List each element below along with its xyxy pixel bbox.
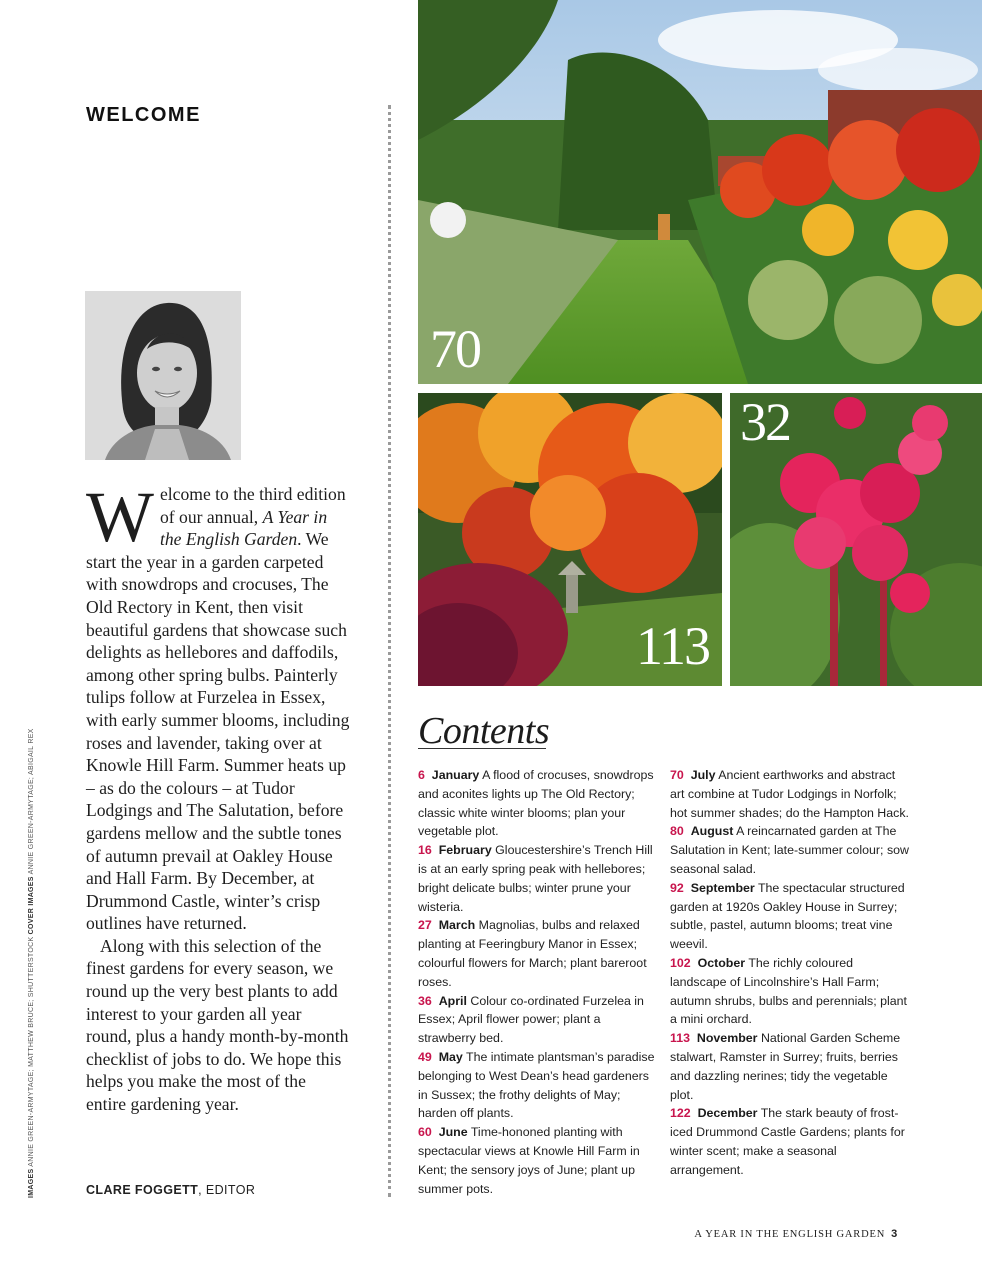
entry-month: May: [438, 1049, 463, 1064]
welcome-paragraph-1: [86, 477, 350, 935]
welcome-letter: [86, 477, 350, 1116]
entry-month: March: [438, 918, 476, 933]
contents-entry[interactable]: [670, 1029, 910, 1104]
contents-entry[interactable]: [418, 1123, 656, 1198]
drop-cap: W: [86, 477, 154, 557]
credits-images-text: ANNIE GREEN-ARMYTAGE; MATTHEW BRUCE; SHUTTERSTOCK: [28, 934, 35, 1169]
entry-page: 36: [418, 993, 432, 1008]
contents-entry[interactable]: [670, 1104, 910, 1179]
contents-title: Contents: [418, 710, 550, 752]
entry-month: February: [438, 843, 492, 858]
contents-entry[interactable]: [670, 766, 910, 822]
welcome-heading: WELCOME: [86, 104, 201, 126]
contents-entry[interactable]: [670, 822, 910, 878]
welcome-paragraph-2: Along with this selection of the finest gardens for every season, we round up the very best plants to add interest to your garden all year round, plus a handy month-by-month checklist of jobs to do. We hope this helps you make the most of the entire gardening year.: [86, 935, 349, 1115]
entry-month: October: [697, 955, 746, 970]
entry-page: 70: [670, 768, 684, 782]
entry-text: The spectacular structured garden at 1920s Oakley House in Surrey; subtle, pastel, autumn blooms; treat vine weevil.: [670, 880, 905, 952]
entry-month: August: [690, 824, 734, 839]
contents-column-left: [418, 766, 656, 1198]
entry-text: Time-hononed planting with spectacular views at Knowle Hill Farm in Kent; the sensory joys of June; plant up summer pots.: [418, 1125, 640, 1196]
photo-page-number-32: 32: [740, 393, 790, 452]
entry-text: Gloucestershire’s Trench Hill is at an early spring peak with hellebores; bright delicate bulbs; winter prune your wisteria.: [418, 843, 653, 914]
magazine-title-italic: A Year in the English Garden: [159, 506, 328, 550]
entry-month: January: [431, 768, 480, 782]
contents-entry[interactable]: [670, 879, 910, 954]
credits-images-label: IMAGES: [28, 1168, 35, 1198]
entry-text: A reincarnated garden at The Salutation in Kent; late-summer colour; sow seasonal salad.: [670, 824, 909, 876]
entry-month: July: [690, 768, 716, 782]
entry-month: December: [697, 1106, 758, 1121]
entry-month: November: [696, 1031, 758, 1046]
column-divider: [388, 105, 391, 1197]
editor-portrait: [85, 291, 241, 460]
contents-entry[interactable]: [670, 954, 910, 1029]
page-footer: [694, 1228, 898, 1240]
entry-month: April: [438, 993, 467, 1008]
photo-page-number-113: 113: [636, 616, 709, 676]
entry-page: 6: [418, 768, 425, 782]
welcome-para1-start: elcome to the third edition of our annual,: [159, 484, 346, 527]
image-credits: [28, 728, 38, 1198]
entry-page: 16: [418, 843, 432, 858]
entry-text: A flood of crocuses, snowdrops and aconites lights up The Old Rectory; classic white winter blooms; plan your vegetable plot.: [418, 768, 654, 839]
entry-page: 49: [418, 1049, 432, 1064]
entry-page: 92: [670, 880, 684, 895]
editor-name: CLARE FOGGETT: [86, 1183, 199, 1197]
entry-text: The stark beauty of frost-iced Drummond Castle Gardens; plants for winter scent; make a seasonal arrangement.: [670, 1106, 905, 1177]
garden-path-photo: [418, 0, 982, 384]
contents-entry[interactable]: [418, 766, 656, 841]
editor-signature: [86, 1183, 255, 1197]
autumn-maples-photo: [418, 393, 722, 686]
entry-page: 27: [418, 918, 432, 933]
entry-text: National Garden Scheme stalwart, Ramster in Surrey; fruits, berries and dazzling nerines; tidy the vegetable plot.: [670, 1031, 901, 1102]
contents-entry[interactable]: [418, 1048, 656, 1123]
entry-text: The intimate plantsman’s paradise belonging to West Dean’s head gardeners in Sussex; the frothy delights of May; harden off plants.: [418, 1049, 655, 1121]
entry-text: Colour co-ordinated Furzelea in Essex; April flower power; plant a strawberry bed.: [418, 993, 644, 1046]
entry-text: Ancient earthworks and abstract art combine at Tudor Lodgings in Norfolk; hot summer shades; do the Hampton Hack.: [670, 768, 909, 820]
editor-role: , EDITOR: [198, 1183, 256, 1197]
entry-page: 113: [670, 1031, 690, 1046]
contents-underline: [418, 748, 546, 749]
entry-page: 122: [670, 1106, 691, 1121]
entry-page: 102: [670, 955, 691, 970]
contents-column-right: [670, 766, 910, 1180]
entry-text: Magnolias, bulbs and relaxed planting at Feeringbury Manor in Essex; colourful flowers for March; plant bareroot roses.: [418, 918, 647, 989]
photo-page-number-70: 70: [430, 319, 480, 379]
entry-page: 80: [670, 824, 684, 839]
entry-page: 60: [418, 1125, 432, 1140]
magazine-name: A YEAR IN THE ENGLISH GARDEN: [694, 1229, 886, 1240]
credits-cover-label: COVER IMAGES: [28, 876, 35, 935]
pink-flowers-photo: [730, 393, 982, 686]
entry-text: The richly coloured landscape of Lincolnshire’s Hall Farm; autumn shrubs, bulbs and perennials; plant a mini orchard.: [670, 955, 907, 1027]
entry-month: September: [690, 880, 755, 895]
contents-entry[interactable]: [418, 841, 656, 916]
contents-entry[interactable]: [418, 992, 656, 1048]
contents-entry[interactable]: [418, 916, 656, 991]
welcome-para1-rest: . We start the year in a garden carpeted with snowdrops and crocuses, The Old Rectory in Kent, then visit beautiful gardens that showcase such delights as hellebores and daffodils, among other spring bulbs. Painterly tulips follow at Furzelea in Essex, with early summer blooms, including roses and lavender, taking over at Knowle Hill Farm. Summer heats up – as do the colours – at Tudor Lodgings and The Salutation, before gardens mellow and the subtle tones of autumn prevail at Oakley House and Hall Farm. By December, at Drummond Castle, winter’s crisp outlines have returned.: [86, 529, 350, 934]
page-number: 3: [891, 1228, 898, 1240]
credits-cover-text: ANNIE GREEN-ARMYTAGE; ABIGAIL REX: [28, 728, 35, 877]
entry-month: June: [438, 1125, 468, 1140]
